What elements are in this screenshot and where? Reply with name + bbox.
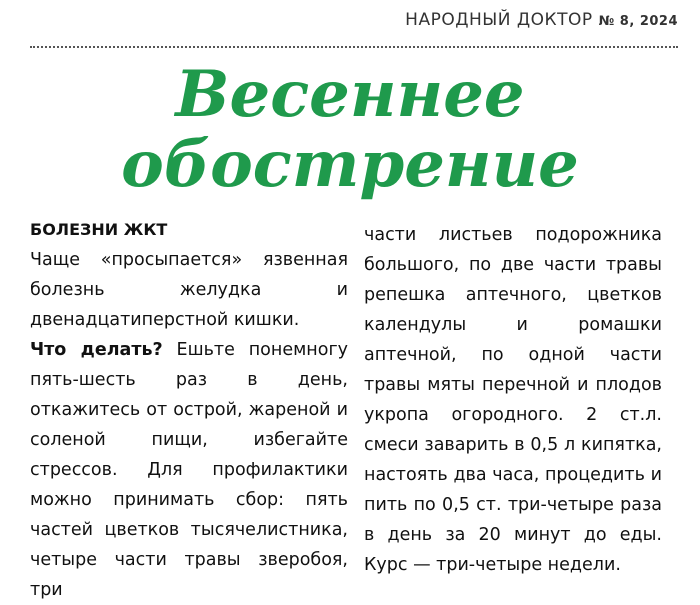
publication-header xyxy=(405,10,678,30)
article-title-line2: обострение xyxy=(121,127,579,202)
article-body-left xyxy=(30,335,348,605)
rubric-label: БОЛЕЗНИ ЖКТ xyxy=(30,220,168,239)
article-column-left xyxy=(30,219,348,605)
question-heading: Что делать? xyxy=(30,340,163,360)
issue-number: № 8, 2024 xyxy=(598,14,678,29)
publication-name: НАРОДНЫЙ ДОКТОР xyxy=(405,10,593,30)
article-column-right xyxy=(364,220,662,580)
article-intro: Чаще «просыпается» язвенная болезнь желудка и двенадцатиперстной кишки. xyxy=(30,250,348,330)
body-text-left: Ешьте понемногу пять-шесть раз в день, откажитесь от острой, жареной и соленой пищи, избегайте стрессов. Для профилактики можно принимать сбор: пять частей цветков тысячелистника, четыре части травы зверобоя, три xyxy=(30,340,348,600)
article-title-line1: Весеннее xyxy=(175,57,525,132)
header-divider xyxy=(30,46,678,48)
body-text-right: части листьев подорожника большого, по две части травы репешка аптечного, цветков календулы и ромашки аптечной, по одной части травы мяты перечной и плодов укропа огородного. 2 ст.л. смеси заварить в 0,5 л кипятка, настоять два часа, процедить и пить по 0,5 ст. три-четыре раза в день за 20 минут до еды. Курс — три-четыре недели. xyxy=(364,225,662,575)
